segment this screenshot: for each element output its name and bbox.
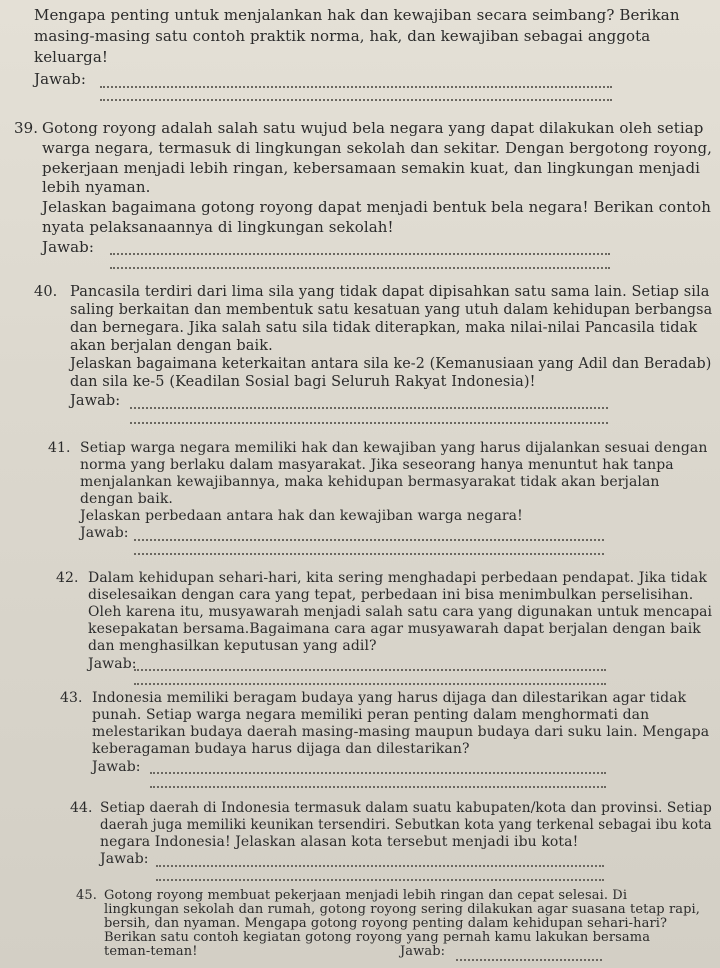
answer-label: Jawab: (88, 656, 137, 672)
question-text-line: Oleh karena itu, musyawarah menjadi salah satu cara yang digunakan untuk mencapai (88, 604, 713, 620)
question-text-line: teman-teman! (104, 944, 198, 959)
question-text-line: dan bernegara. Jika salah satu sila tidak diterapkan, maka nilai-nilai Pancasila tidak (70, 320, 698, 336)
answer-label: Jawab: (100, 851, 149, 867)
question-text-line: keluarga! (34, 48, 109, 66)
question-text-line: warga negara, termasuk di lingkungan sekolah dan sekitar. Dengan bergotong royong, (42, 139, 713, 157)
answer-label: Jawab: (42, 238, 94, 256)
answer-line[interactable] (134, 669, 606, 671)
answer-label: Jawab: (80, 525, 129, 541)
question-number: 40. (34, 284, 58, 300)
question-text-line: Setiap daerah di Indonesia termasuk dalam suatu kabupaten/kota dan provinsi. Setiap (100, 800, 712, 816)
answer-line[interactable] (156, 865, 604, 867)
question-text-line: lingkungan sekolah dan rumah, gotong royong sering dilakukan agar suasana tetap rapi, (104, 902, 701, 917)
answer-line[interactable] (134, 539, 604, 541)
question-text-line: bersih, dan nyaman. Mengapa gotong royong penting dalam kehidupan sehari-hari? (104, 916, 668, 931)
answer-line[interactable] (110, 267, 610, 269)
question-text-line: Jelaskan bagaimana gotong royong dapat menjadi bentuk bela negara! Berikan contoh (42, 198, 711, 216)
question-text-line: saling berkaitan dan membentuk satu kesatuan yang utuh dalam kehidupan berbangsa (70, 302, 713, 318)
answer-label: Jawab: (70, 393, 121, 409)
question-text-line: akan berjalan dengan baik. (70, 338, 273, 354)
question-text-line: negara Indonesia! Jelaskan alasan kota tersebut menjadi ibu kota! (100, 834, 579, 850)
answer-line[interactable] (134, 553, 604, 555)
question-text-line: Gotong royong adalah salah satu wujud bela negara yang dapat dilakukan oleh setiap (42, 119, 704, 137)
question-text-line: menjalankan kewajibannya, maka kehidupan bermasyarakat tidak akan berjalan (80, 474, 660, 490)
answer-line[interactable] (156, 879, 604, 881)
question-text-line: Mengapa penting untuk menjalankan hak dan kewajiban secara seimbang? Berikan (34, 6, 680, 24)
question-text-line: daerah juga memiliki keunikan tersendiri. Sebutkan kota yang terkenal sebagai ibu kota (100, 817, 712, 833)
answer-line[interactable] (100, 86, 612, 88)
question-text-line: Dalam kehidupan sehari-hari, kita sering menghadapi perbedaan pendapat. Jika tidak (88, 570, 708, 586)
question-text-line: dan sila ke-5 (Keadilan Sosial bagi Seluruh Rakyat Indonesia)! (70, 374, 536, 390)
answer-line[interactable] (456, 959, 602, 961)
question-text-line: diselesaikan dengan cara yang tepat, perbedaan ini bisa menimbulkan perselisihan. (88, 587, 694, 603)
question-text-line: kesepakatan bersama.Bagaimana cara agar musyawarah dapat berjalan dengan baik (88, 621, 701, 637)
question-text-line: melestarikan budaya daerah masing-masing maupun budaya dari suku lain. Mengapa (92, 724, 710, 740)
question-text-line: norma yang berlaku dalam masyarakat. Jika seseorang hanya menuntut hak tanpa (80, 457, 674, 473)
question-text-line: keberagaman budaya harus dijaga dan dilestarikan? (92, 741, 470, 757)
answer-line[interactable] (110, 253, 610, 255)
question-number: 43. (60, 690, 83, 706)
question-text-line: Jelaskan bagaimana keterkaitan antara sila ke-2 (Kemanusiaan yang Adil dan Beradab) (70, 356, 712, 372)
answer-line[interactable] (134, 683, 606, 685)
question-number: 44. (70, 800, 93, 816)
question-text-line: Indonesia memiliki beragam budaya yang harus dijaga dan dilestarikan agar tidak (92, 690, 687, 706)
answer-line[interactable] (150, 772, 606, 774)
question-number: 42. (56, 570, 79, 586)
question-text-line: Gotong royong membuat pekerjaan menjadi lebih ringan dan cepat selesai. Di (104, 888, 628, 903)
answer-line[interactable] (100, 99, 612, 101)
question-text-line: punah. Setiap warga negara memiliki peran penting dalam menghormati dan (92, 707, 650, 723)
answer-line[interactable] (150, 786, 606, 788)
question-text-line: masing-masing satu contoh praktik norma, hak, dan kewajiban sebagai anggota (34, 27, 651, 45)
question-number: 39. (14, 119, 39, 137)
answer-label: Jawab: (400, 944, 446, 959)
answer-line[interactable] (130, 407, 608, 409)
answer-label: Jawab: (92, 759, 141, 775)
question-text-line: dengan baik. (80, 491, 173, 507)
question-text-line: lebih nyaman. (42, 178, 151, 196)
question-text-line: pekerjaan menjadi lebih ringan, kebersamaan semakin kuat, dan lingkungan menjadi (42, 159, 701, 177)
question-text-line: Berikan satu contoh kegiatan gotong royong yang pernah kamu lakukan bersama (104, 930, 651, 945)
question-text-line: Jelaskan perbedaan antara hak dan kewajiban warga negara! (80, 508, 523, 524)
question-text-line: dan menghasilkan keputusan yang adil? (88, 638, 377, 654)
answer-label: Jawab: (34, 70, 86, 88)
question-number: 41. (48, 440, 71, 456)
question-text-line: Setiap warga negara memiliki hak dan kewajiban yang harus dijalankan sesuai dengan (80, 440, 708, 456)
answer-line[interactable] (130, 422, 608, 424)
question-number: 45. (76, 888, 97, 903)
question-text-line: Pancasila terdiri dari lima sila yang tidak dapat dipisahkan satu sama lain. Setiap sila (70, 284, 710, 300)
question-text-line: nyata pelaksanaannya di lingkungan sekolah! (42, 218, 394, 236)
